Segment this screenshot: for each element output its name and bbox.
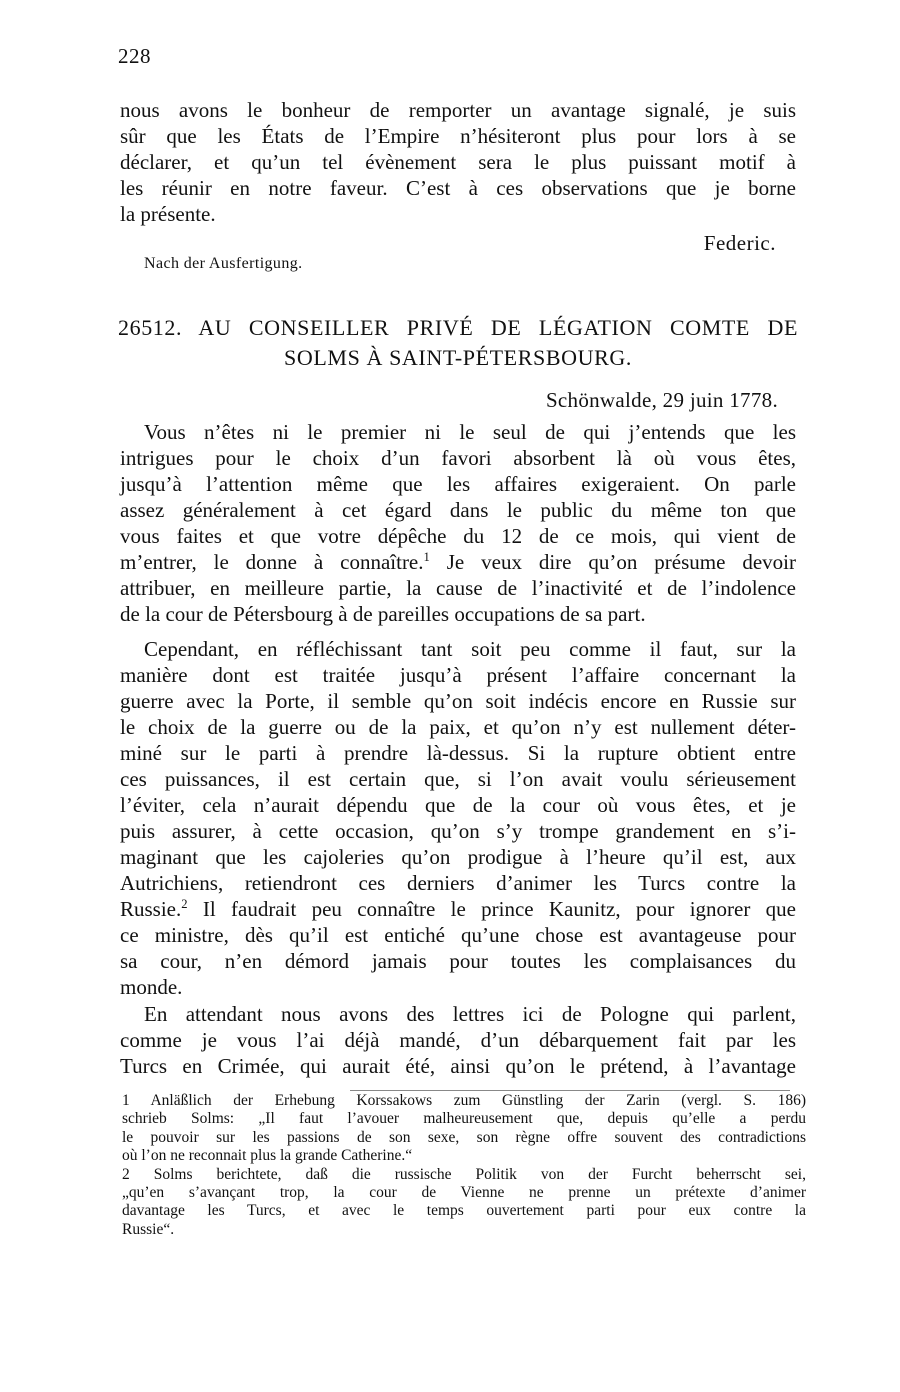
text-line-with-footnote bbox=[120, 549, 796, 575]
text-segment: Russie. bbox=[120, 897, 182, 921]
paragraph-1 bbox=[120, 419, 796, 627]
text-line: comme je vous l’ai déjà mandé, d’un débarquement fait par les bbox=[120, 1028, 796, 1052]
text-line: Vous n’êtes ni le premier ni le seul de qui j’entends que les bbox=[144, 420, 796, 444]
footnote-line: le pouvoir sur les passions de son sexe, son règne offre souvent des contradictions bbox=[122, 1128, 806, 1146]
text-segment: Je veux dire qu’on présume devoir bbox=[429, 550, 797, 574]
text-line: le choix de la guerre ou de la paix, et qu’on n’y est nullement déter- bbox=[120, 715, 796, 739]
text-line-with-footnote bbox=[120, 896, 796, 922]
text-line: monde. bbox=[120, 975, 183, 999]
text-line: assez généralement à cet égard dans le public du même ton que bbox=[120, 498, 796, 522]
text-segment: Il faudrait peu connaître le prince Kaunitz, pour ignorer que bbox=[187, 897, 796, 921]
signature: Federic. bbox=[703, 231, 776, 255]
text-segment: m’entrer, le donne à connaître. bbox=[120, 550, 424, 574]
footnote-line: 1 Anläßlich der Erhebung Korssakows zum Günstling der Zarin (vergl. S. 186) bbox=[122, 1092, 806, 1109]
footnote-line: Russie“. bbox=[122, 1220, 175, 1238]
footnote-line: 2 Solms berichtete, daß die russische Politik von der Furcht beherrscht sei, bbox=[122, 1165, 806, 1183]
footnote-line: schrieb Solms: „Il faut l’avouer malheureusement que, depuis qu’elle a perdu bbox=[122, 1110, 806, 1128]
text-line: de la cour de Pétersbourg à de pareilles occupations de sa part. bbox=[120, 602, 646, 626]
source-note: Nach der Ausfertigung. bbox=[144, 255, 303, 272]
letter-heading bbox=[118, 313, 798, 373]
text-line: manière dont est traitée jusqu’à présent l’affaire concernant la bbox=[120, 663, 796, 687]
page-number: 228 bbox=[118, 44, 151, 68]
footnotes bbox=[122, 1092, 806, 1239]
footnote-divider bbox=[350, 1090, 790, 1091]
paragraph-3 bbox=[120, 1001, 796, 1079]
footnote-ref-2[interactable]: 2 bbox=[181, 897, 188, 911]
text-line: l’éviter, cela n’aurait dépendu que de la cour où vous êtes, et je bbox=[120, 793, 796, 817]
text-line: intrigues pour le choix d’un favori absorbent là où vous êtes, bbox=[120, 446, 796, 470]
text-line: déclarer, et qu’un tel évènement sera le plus puissant motif à bbox=[120, 150, 796, 174]
text-line: nous avons le bonheur de remporter un avantage signalé, je suis bbox=[120, 98, 796, 122]
text-line: miné sur le parti à prendre là-dessus. Si la rupture obtient entre bbox=[120, 741, 796, 765]
text-line: jusqu’à l’attention même que les affaires exigeraient. On parle bbox=[120, 472, 796, 496]
footnote-line: davantage les Turcs, et avec le temps ouvertement parti pour eux contre la bbox=[122, 1202, 806, 1220]
text-line: ce ministre, dès qu’il est entiché qu’une chose est avantageuse pour bbox=[120, 923, 796, 947]
paragraph-2 bbox=[120, 636, 796, 1000]
footnote-ref-1[interactable]: 1 bbox=[423, 550, 430, 564]
text-line: Turcs en Crimée, qui aurait été, ainsi qu’on le prétend, à l’avantage bbox=[120, 1054, 796, 1078]
text-line: Cependant, en réfléchissant tant soit peu comme il faut, sur la bbox=[144, 637, 796, 661]
text-line: En attendant nous avons des lettres ici de Pologne qui parlent, bbox=[144, 1002, 796, 1026]
text-line: vous faites et que votre dépêche du 12 de ce mois, qui vient de bbox=[120, 524, 796, 548]
footnote-line: „qu’en s’avançant trop, la cour de Vienne ne prenne un prétexte d’animer bbox=[122, 1183, 806, 1201]
footnote-line: où l’on ne reconnait plus la grande Catherine.“ bbox=[122, 1147, 413, 1165]
heading-line-2: SOLMS À SAINT-PÉTERSBOURG. bbox=[284, 345, 632, 370]
top-paragraph bbox=[120, 97, 796, 227]
text-line: sa cour, n’en démord jamais pour toutes les complaisances du bbox=[120, 949, 796, 973]
text-line: ces puissances, il est certain que, si l’on avait voulu sérieusement bbox=[120, 767, 796, 791]
text-line: les réunir en notre faveur. C’est à ces observations que je borne bbox=[120, 176, 796, 200]
dateline: Schönwalde, 29 juin 1778. bbox=[545, 388, 778, 412]
heading-line-1: 26512. AU CONSEILLER PRIVÉ DE LÉGATION COMTE DE bbox=[118, 315, 798, 340]
text-line: guerre avec la Porte, il semble qu’on soit indécis encore en Russie sur bbox=[120, 689, 796, 713]
text-line: puis assurer, à cette occasion, qu’on s’y trompe grandement en s’i- bbox=[120, 819, 796, 843]
text-line: Autrichiens, retiendront ces derniers d’animer les Turcs contre la bbox=[120, 871, 796, 895]
text-line: la présente. bbox=[120, 202, 216, 226]
text-line: maginant que les cajoleries qu’on prodigue à l’heure qu’il est, aux bbox=[120, 845, 796, 869]
text-line: attribuer, en meilleure partie, la cause de l’inactivité et de l’indolence bbox=[120, 576, 796, 600]
text-line: sûr que les États de l’Empire n’hésiteront plus pour lors à se bbox=[120, 124, 796, 148]
